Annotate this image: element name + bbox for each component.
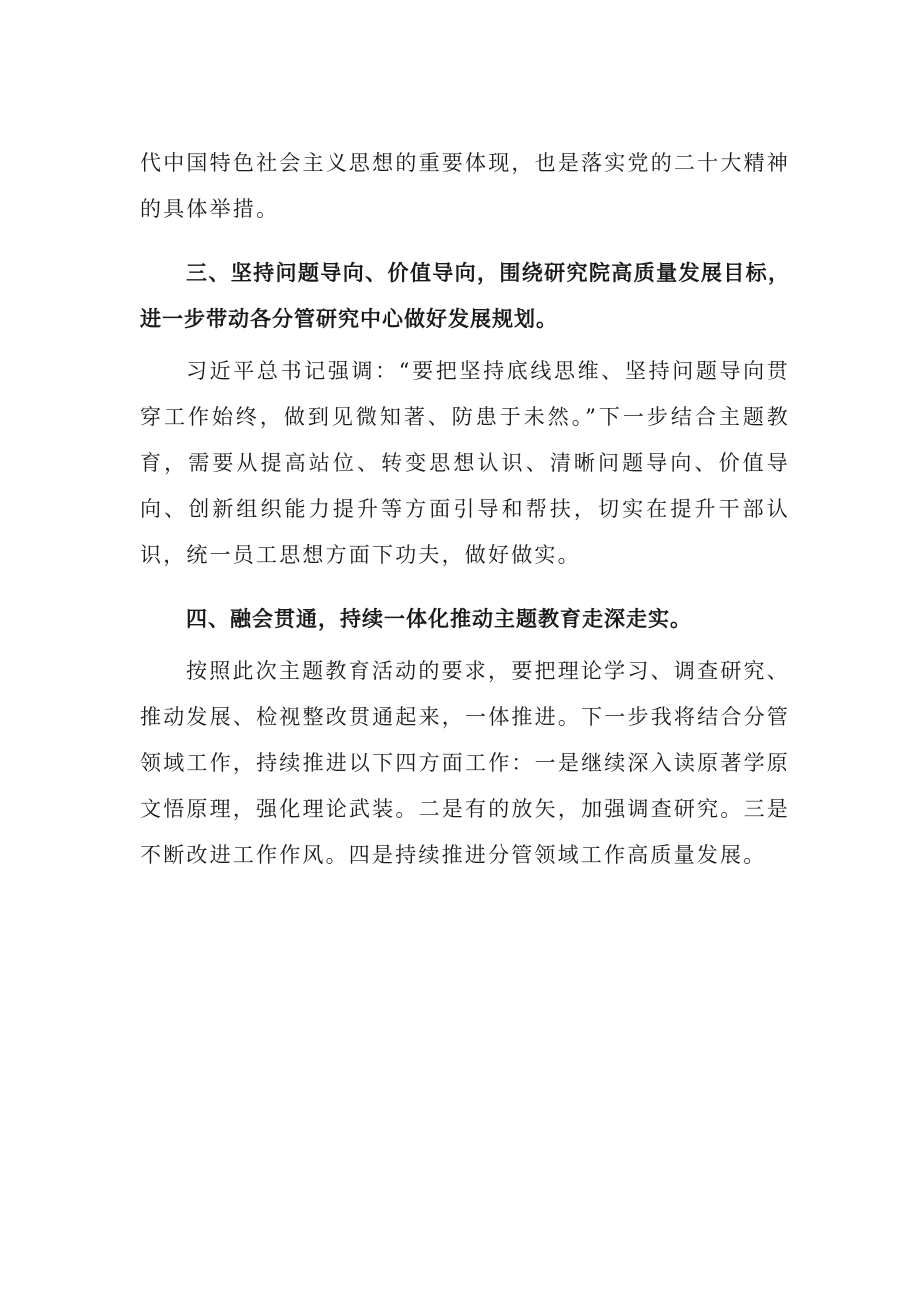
document-body: [140, 140, 790, 878]
section-heading-three: 三、坚持问题导向、价值导向，围绕研究院高质量发展目标，进一步带动各分管研究中心做好发展规划。: [140, 261, 790, 331]
paragraph-section-three: 习近平总书记强调：“要把坚持底线思维、坚持问题导向贯穿工作始终，做到见微知著、防患于未然。”下一步结合主题教育，需要从提高站位、转变思想认识、清晰问题导向、价值导向、创新组织能力提升等方面引导和帮扶，切实在提升干部认识，统一员工思想方面下功夫，做好做实。: [140, 359, 790, 567]
paragraph-continuation: 代中国特色社会主义思想的重要体现，也是落实党的二十大精神的具体举措。: [140, 151, 790, 221]
paragraph-section-four: 按照此次主题教育活动的要求，要把理论学习、调查研究、推动发展、检视整改贯通起来，一体推进。下一步我将结合分管领域工作，持续推进以下四方面工作：一是继续深入读原著学原文悟原理，强化理论武装。二是有的放矢，加强调查研究。三是不断改进工作作风。四是持续推进分管领域工作高质量发展。: [140, 659, 790, 867]
section-heading-four: 四、融会贯通，持续一体化推动主题教育走深走实。: [186, 607, 692, 631]
